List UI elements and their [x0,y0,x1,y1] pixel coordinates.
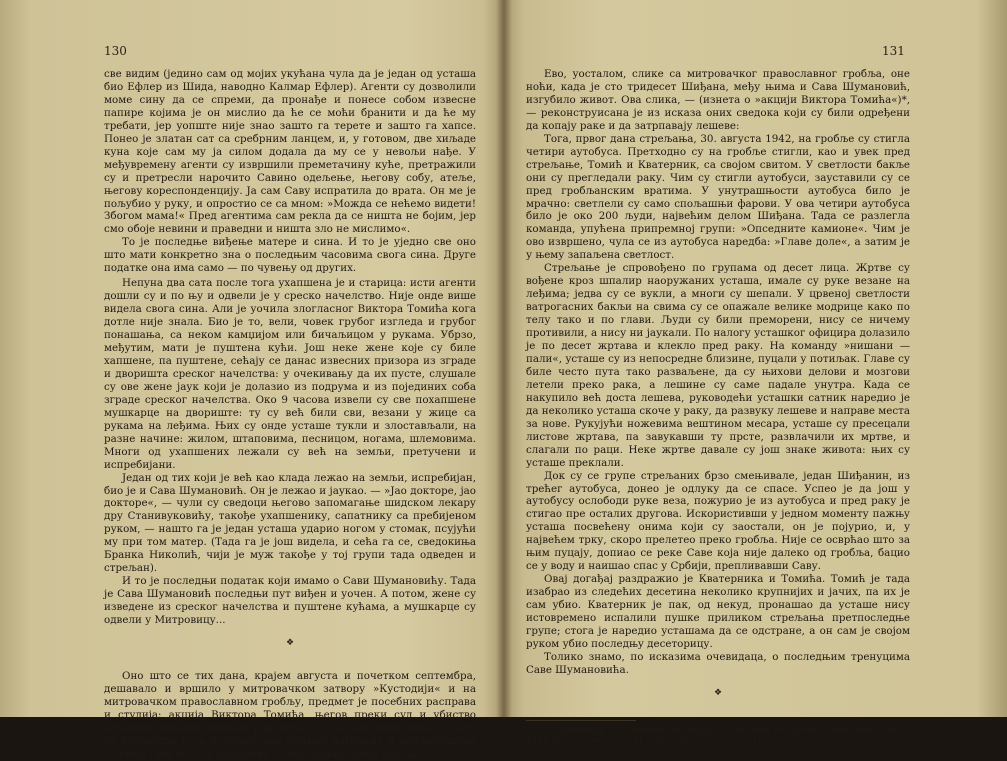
right-page [504,0,1007,746]
paragraph: Толико знамо, по исказима очевидаца, о последњим тренуцима Саве Шумановића. [526,650,910,676]
paragraph: И то је последњи податак који имамо о Сави Шумановићу. Тада је Сава Шумановић последњи пут виђен и уочен. А потом, жене су изведене из среског начелства и пуштене кућама, а мушкарце су одвели у Митровицу... [104,575,476,627]
paragraph: Оно што се тих дана, крајем августа и почетком септембра, дешавало и вршило у митровачком затвору »Кустодији« и на митровачком православном гробљу, предмет је посебних расправа и студија: акција Виктора Томића, његов преки суд и убиство неколико хиљада невиних родољуба, у току неколико ноћи, остају за потомство и за историју као пример најтежих и најсвирепијих злочинстава која су извршена у току фашистичке најезде. [104,669,476,760]
paragraph: Тога, првог дана стрељања, 30. августа 1942, на гробље су стигла четири аутобуса. Претходно су на гробље стигли, као и увек пред стрељање, Томић и Кватерник, са својом свитом. У светлости бакље они су прегледали раку. Чим су стигли аутобуси, зауставили су се пред гробљанским вратима. У унутрашњости аутобуса било је мрачно: светлели су само спољашњи фарови. У ова четири аутобуса било је око 200 људи, највећим делом Шиђана. Тада се разлегла команда, упућена припремној групи: »Опседните камионе«. Чим је ово извршено, чула се из аутобуса наредба: »Главе доле«, а затим је у њему запаљена светлост. [526,132,910,262]
left-page [0,0,503,760]
paragraph: То је последње виђење матере и сина. И то је уједно све оно што мати конкретно зна о последњим часовима свога сина. Друге податке она има само — по чувењу од других. [104,236,476,275]
paragraph: Овај догађај раздражио је Кватерника и Томића. Томић је тада изабрао из следећих десетина неколико крупнијих и јачих, па их је сам убио. Кватерник је пак, од некуд, пронашао да усташе нису истовремено испалили пушке приликом стрељања претпоследње групе; стога је наредио усташама да се одстране, а он сам је својом руком убио последњу десеторицу. [526,573,910,650]
paragraph: Ево, уосталом, слике са митровачког православног гробља, оне ноћи, када је сто тридесет Шиђана, међу њима и Сава Шумановић, изгубило живот. Ова слика, — (изнета о »акцији Виктора Томића«)*, — реконструисана је из исказа оних сведока који су били одређени да копају раке и да затрпавају лешеве: [526,68,910,132]
paragraph: Један од тих који је већ као клада лежао на земљи, испребијан, био је и Сава Шумановић. Он је лежао и јаукао. — »Јао докторе, јао докторе«, — чули су сведоци његово запомагање шидском лекару дру Станивуковићу, такође ухапшенику, сапатнику са пребијеном руком, — нашто га је један усташа ударио ногом у стомак, псујући му при том матер. (Тада га је још видела, и сећа га се, сведокиња Бранка Николић, чији је муж такође у тој групи тада одведен и стрељан). [104,471,476,575]
page-number: 130 [104,44,127,58]
paragraph: Стрељање је спровођено по групама од десет лица. Жртве су вођене кроз шпалир наоружаних усташа, имале су руке везане на леђима; једва су се вукли, а многи су шепали. У црвеној светлости ватрогасних бакљи на свима су се опажале велике модрице како по телу тако и по глави. Људи су били преморени, нису се ничему противили, а нису ни јаукали. По налогу усташког официра долазило је по десет жртава и клекло пред раку. На команду »нишани — пали«, усташе су из непосредне близине, пуцали у потиљак. Главе су биле често пута тако разваљене, да су њихови делови и мозгови летели преко рака, а лешине су саме падале унутра. Када се накупило већ доста лешева, руководећи усташки сатник наредио је да неколико усташа скоче у раку, да развуку лешеве и направе места за нове. Рукујући ножевима вештином месара, усташе су пресецали листове жртава, па завукавши ту прсте, развлачили их мртве, и слагали по раци. Неке жртве давале су још знаке живота: њих су усташе преклали. [526,262,910,469]
section-separator: ❖ [285,637,295,648]
paragraph: све видим (једино сам од мојих укућана чула да је један од усташа био Ефлер из Шида, наводно Калмар Ефлер). Агенти су дозволили моме сину да се спреми, да пронађе и понесе собом извесне папире којима је он мислио да ће се моћи бранити и да ће му требати, јер уопште није знао зашто га терете и зашто га хапсе. Понео је златан сат са сребрним ланцем, и, у готовом, две хиљаде куна које сам му ја силом додала да му се у невољи нађе. У међувремену агенти су извршили преметачину куће, претражили су и претресли нарочито Савино одељење, његову собу, атеље, његову кореспонденцију. Ја сам Саву испратила до врата. Он ме је пољубио у руку, и опростио се са мном: »Можда се нећемо видети! Збогом мама!« Пред агентима сам рекла да се ништа не бојим, јер смо обоје невини и праведни и ништа зло не мислимо«. [104,68,476,236]
section-separator: ❖ [713,687,723,698]
paragraph: Непуна два сата после тога ухапшена је и старица: исти агенти дошли су и по њу и одвели је у среско начелство. Није онде више видела свога сина. Али је уочила злогласног Виктора Томића кога дотле није знала. Био је то, вели, човек грубог изгледа и грубог понашања, са неком камџијом или бичаљицом у рукама. Убрзо, међутим, мати је пуштена кући. Још неке жене које су биле хапшене, па пуштене, сећају се данас извесних призора из зграде и дворишта среског начелства: у очекивању да их пусте, слушале су ове жене јаук који је долазио из подрума и из појединих соба зграде среског начелства. Око 9 часова извели су све похапшене мушкарце на двориште: ту су већ били сви, везани у жице са рукама на леђима. Њих су онде усташе тукли и злостављали, на разне начине: жилом, штаповима, песницом, ногама, шлемовима. Многи од ухапшених лежали су већ на земљи, претучени и испребијани. [104,277,476,471]
left-page-text [104,68,476,761]
right-page-text [526,68,910,746]
footnote: * Саопштења о злочинима окупатора и њихових помагача у Војводини 1941—1944, књ. 2, Срем, св. 1, Н. Сад 1946, (стр. 229—231). [526,724,910,746]
page-number: 131 [882,44,905,58]
footnote-rule [526,720,636,721]
paragraph: Док су се групе стрељаних брзо смењивале, један Шиђанин, из трећег аутобуса, донео је одлуку да се спасе. Успео је да још у аутобусу ослободи руке веза, пожурио је из аутобуса и пред раку је стигао пре осталих другова. Искористивши у једном моменту пажњу усташа посвећену онима који су заостали, он је појурио, и, у највећем трку, скоро прелетео преко гробља. Није се осврћао што за њим пуцају, допиао се реке Саве која није далеко од гробља, бацио се у воду и наишао спас у Србији, препливавши Саву. [526,469,910,573]
